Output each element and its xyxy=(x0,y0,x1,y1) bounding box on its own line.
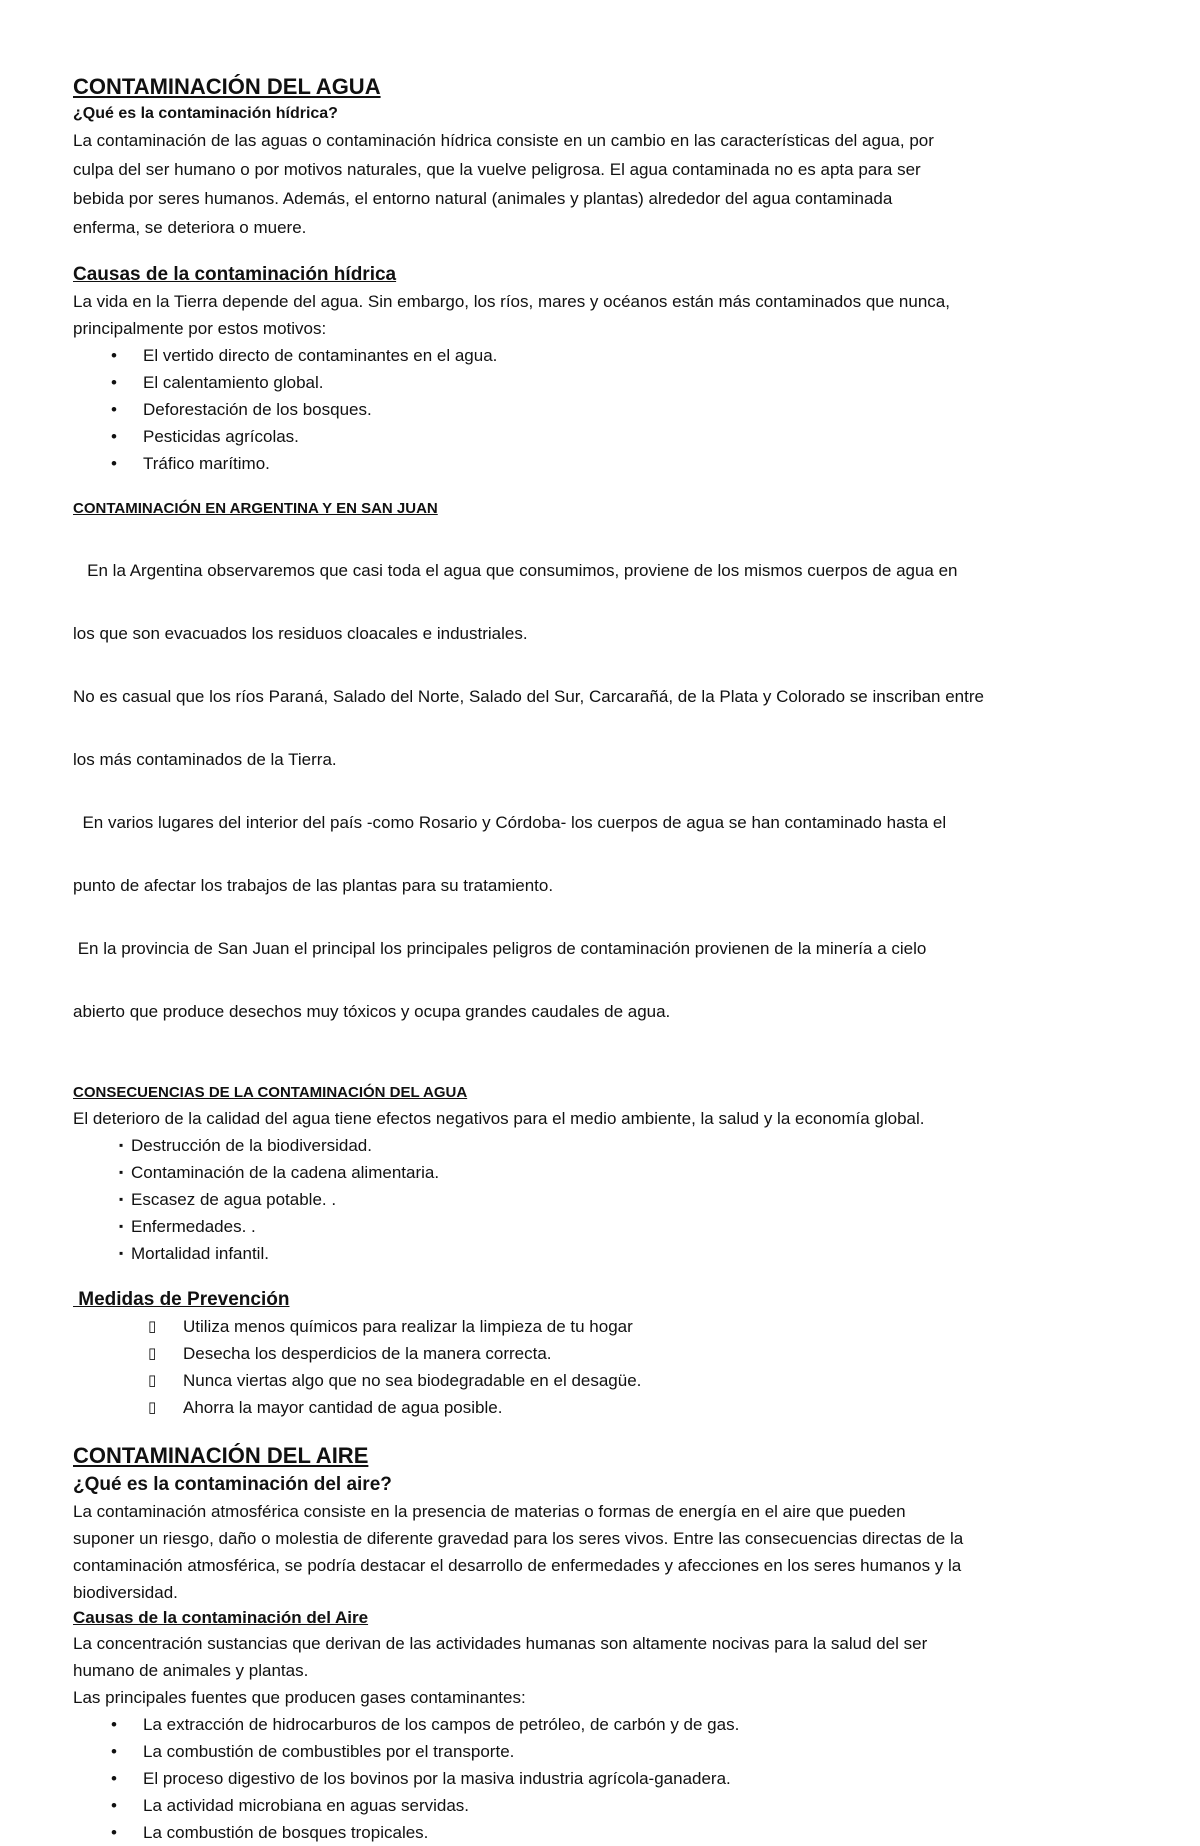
bullet-icon: • xyxy=(111,1823,117,1842)
consequences-intro: El deterioro de la calidad del agua tiene efectos negativos para el medio ambiente, la salud y la economía global. xyxy=(73,1109,925,1128)
bullet-icon: • xyxy=(111,454,117,473)
list-item-text: El proceso digestivo de los bovinos por la masiva industria agrícola-ganadera. xyxy=(143,1769,731,1788)
list-item xyxy=(73,1738,1133,1765)
bullet-icon: • xyxy=(111,346,117,365)
list-item-text: Contaminación de la cadena alimentaria. xyxy=(131,1163,440,1182)
water-causes-intro-line: La vida en la Tierra depende del agua. Sin embargo, los ríos, mares y océanos están más contaminados que nunca, xyxy=(73,292,950,311)
air-title: CONTAMINACIÓN DEL AIRE xyxy=(73,1443,369,1468)
bullet-icon: • xyxy=(111,373,117,392)
bullet-icon: • xyxy=(111,400,117,419)
list-item xyxy=(73,450,1133,477)
water-causes-intro-line: principalmente por estos motivos: xyxy=(73,319,327,338)
air-causes-title: Causas de la contaminación del Aire xyxy=(73,1608,369,1627)
list-item xyxy=(73,1313,1133,1340)
list-item xyxy=(73,1159,1133,1186)
argentina-line: En la provincia de San Juan el principal los principales peligros de contaminación provienen de la minería a cielo xyxy=(73,939,927,958)
water-title: CONTAMINACIÓN DEL AGUA xyxy=(73,74,381,99)
consequences-list xyxy=(73,1132,1133,1267)
argentina-line: los más contaminados de la Tierra. xyxy=(73,750,337,769)
list-item-text: Escasez de agua potable. . xyxy=(131,1190,337,1209)
square-bullet-icon: ▪ xyxy=(119,1192,124,1206)
air-intro-line: suponer un riesgo, daño o molestia de diferente gravedad para los seres vivos. Entre las consecuencias directas de la xyxy=(73,1529,964,1548)
bullet-icon: • xyxy=(111,1742,117,1761)
list-item xyxy=(73,1213,1133,1240)
list-item-text: El calentamiento global. xyxy=(143,373,324,392)
list-item-text: Desecha los desperdicios de la manera correcta. xyxy=(183,1344,552,1363)
list-item xyxy=(73,1394,1133,1421)
list-item xyxy=(73,1819,1133,1846)
list-item xyxy=(73,1340,1133,1367)
list-item xyxy=(73,342,1133,369)
list-item xyxy=(73,423,1133,450)
list-item-text: La combustión de bosques tropicales. xyxy=(143,1823,429,1842)
box-bullet-icon: ▯ xyxy=(148,1345,157,1362)
air-causes-line: La concentración sustancias que derivan de las actividades humanas son altamente nocivas para la salud del ser xyxy=(73,1634,928,1653)
list-item-text: Pesticidas agrícolas. xyxy=(143,427,299,446)
list-item xyxy=(73,1186,1133,1213)
air-causes-line: Las principales fuentes que producen gases contaminantes: xyxy=(73,1688,526,1707)
bullet-icon: • xyxy=(111,1715,117,1734)
water-intro-line: La contaminación de las aguas o contaminación hídrica consiste en un cambio en las características del agua, por xyxy=(73,131,934,150)
water-intro-line: culpa del ser humano o por motivos naturales, que la vuelve peligrosa. El agua contaminada no es apta para ser xyxy=(73,160,921,179)
argentina-line: No es casual que los ríos Paraná, Salado del Norte, Salado del Sur, Carcarañá, de la Plata y Colorado se inscriban entre xyxy=(73,687,984,706)
bullet-icon: • xyxy=(111,1769,117,1788)
list-item-text: La actividad microbiana en aguas servidas. xyxy=(143,1796,470,1815)
square-bullet-icon: ▪ xyxy=(119,1165,124,1179)
argentina-line: En la Argentina observaremos que casi toda el agua que consumimos, proviene de los mismos cuerpos de agua en xyxy=(73,561,958,580)
argentina-line: En varios lugares del interior del país -como Rosario y Córdoba- los cuerpos de agua se han contaminado hasta el xyxy=(73,813,947,832)
list-item xyxy=(73,1240,1133,1267)
air-intro-line: contaminación atmosférica, se podría destacar el desarrollo de enfermedades y afecciones en los seres humanos y la xyxy=(73,1556,962,1575)
list-item xyxy=(73,1367,1133,1394)
water-causes-title: Causas de la contaminación hídrica xyxy=(73,264,397,285)
square-bullet-icon: ▪ xyxy=(119,1138,124,1152)
box-bullet-icon: ▯ xyxy=(148,1399,157,1416)
list-item-text: Tráfico marítimo. xyxy=(143,454,270,473)
argentina-line: punto de afectar los trabajos de las plantas para su tratamiento. xyxy=(73,876,554,895)
air-intro-line: biodiversidad. xyxy=(73,1583,178,1602)
document-page xyxy=(73,72,1133,1846)
air-question: ¿Qué es la contaminación del aire? xyxy=(73,1474,392,1495)
argentina-text xyxy=(73,521,1133,1061)
list-item-text: Enfermedades. . xyxy=(131,1217,256,1236)
list-item xyxy=(73,396,1133,423)
list-item-text: El vertido directo de contaminantes en el agua. xyxy=(143,346,498,365)
prevention-list xyxy=(73,1313,1133,1421)
list-item xyxy=(73,1765,1133,1792)
prevention-title: Medidas de Prevención xyxy=(73,1289,290,1310)
list-item-text: Nunca viertas algo que no sea biodegradable en el desagüe. xyxy=(183,1371,642,1390)
water-intro xyxy=(73,126,1133,242)
list-item-text: Mortalidad infantil. xyxy=(131,1244,269,1263)
air-intro-line: La contaminación atmosférica consiste en la presencia de materias o formas de energía en el aire que pueden xyxy=(73,1502,906,1521)
argentina-line: abierto que produce desechos muy tóxicos y ocupa grandes caudales de agua. xyxy=(73,1002,671,1021)
list-item xyxy=(73,1792,1133,1819)
air-causes-line: humano de animales y plantas. xyxy=(73,1661,309,1680)
water-causes-list xyxy=(73,342,1133,477)
square-bullet-icon: ▪ xyxy=(119,1219,124,1233)
bullet-icon: • xyxy=(111,1796,117,1815)
list-item-text: Deforestación de los bosques. xyxy=(143,400,372,419)
list-item-text: Destrucción de la biodiversidad. xyxy=(131,1136,372,1155)
argentina-line: los que son evacuados los residuos cloacales e industriales. xyxy=(73,624,528,643)
water-question: ¿Qué es la contaminación hídrica? xyxy=(73,105,338,122)
water-intro-line: enferma, se deteriora o muere. xyxy=(73,218,307,237)
air-causes-list xyxy=(73,1711,1133,1846)
list-item-text: La extracción de hidrocarburos de los campos de petróleo, de carbón y de gas. xyxy=(143,1715,740,1734)
water-intro-line: bebida por seres humanos. Además, el entorno natural (animales y plantas) alrededor del agua contaminada xyxy=(73,189,893,208)
argentina-title: CONTAMINACIÓN EN ARGENTINA Y EN SAN JUAN xyxy=(73,500,438,517)
list-item-text: La combustión de combustibles por el transporte. xyxy=(143,1742,515,1761)
square-bullet-icon: ▪ xyxy=(119,1246,124,1260)
list-item xyxy=(73,1132,1133,1159)
list-item-text: Utiliza menos químicos para realizar la limpieza de tu hogar xyxy=(183,1317,633,1336)
list-item-text: Ahorra la mayor cantidad de agua posible. xyxy=(183,1398,503,1417)
list-item xyxy=(73,369,1133,396)
bullet-icon: • xyxy=(111,427,117,446)
box-bullet-icon: ▯ xyxy=(148,1318,157,1335)
list-item xyxy=(73,1711,1133,1738)
consequences-title: CONSECUENCIAS DE LA CONTAMINACIÓN DEL AGUA xyxy=(73,1084,468,1101)
box-bullet-icon: ▯ xyxy=(148,1372,157,1389)
